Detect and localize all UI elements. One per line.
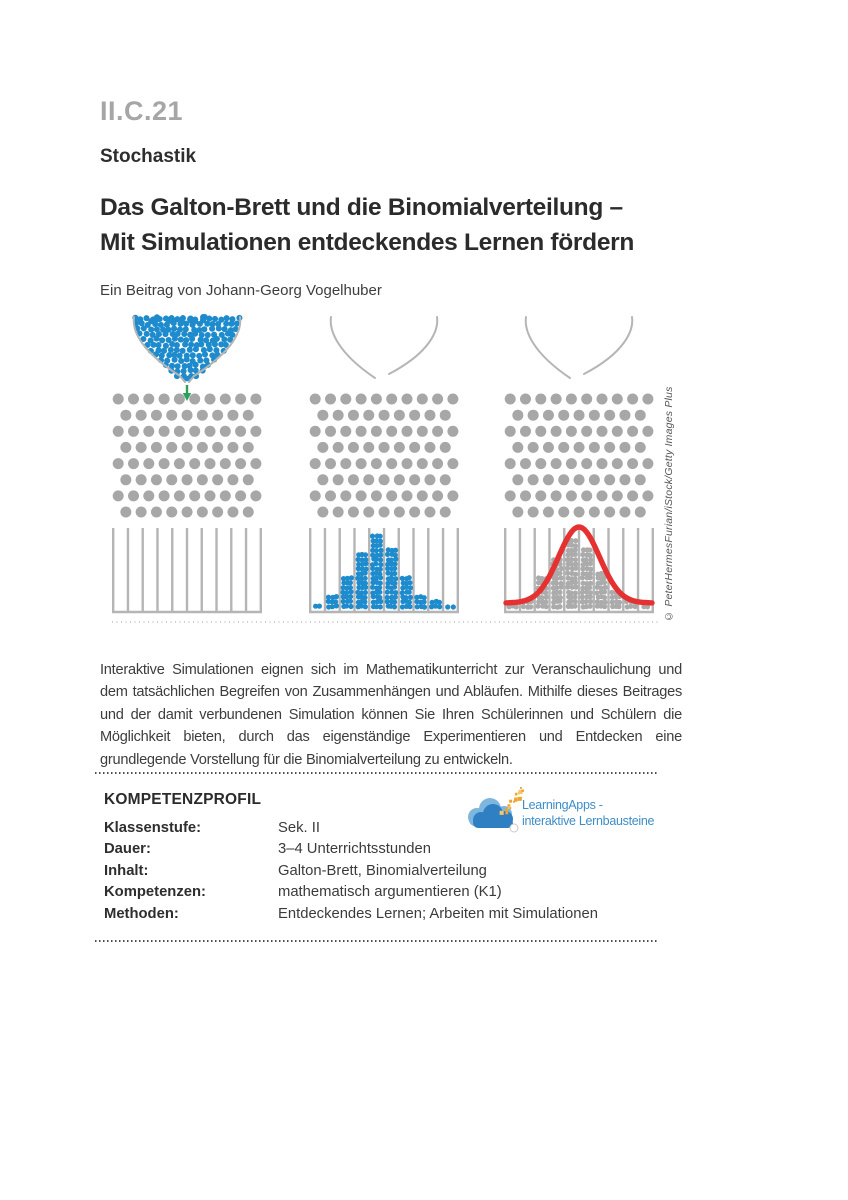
page-title xyxy=(100,190,700,260)
title-line-1: Das Galton-Brett und die Binomialverteilung – xyxy=(100,194,623,221)
row-value: mathematisch argumentieren (K1) xyxy=(278,884,502,901)
row-label: Kompetenzen: xyxy=(104,884,206,901)
dotted-separator-top xyxy=(95,772,658,774)
table-row xyxy=(104,904,664,925)
cloud-icon xyxy=(468,787,524,832)
competence-profile-heading: KOMPETENZPROFIL xyxy=(104,791,262,808)
intro-paragraph: Interaktive Simulationen eignen sich im Mathematikunterricht zur Veranschaulichung und dem tatsächlichen Begreifen von Zusammenhängen und Abläufen. Mithilfe dieses Beitrages und der damit verbundenen Simulation können Sie Ihren Schülerinnen und Schülern die Möglichkeit bieten, durch das eigenständige Experimentieren und Entdecken eine grundlegende Vorstellung für die Binomialverteilung zu entwickeln. xyxy=(100,661,682,768)
logo-text-line-1: LearningApps - xyxy=(522,798,603,812)
table-row xyxy=(104,839,664,860)
illustration-baseline-dots xyxy=(112,621,658,623)
learningapps-logo xyxy=(464,787,669,839)
galton-board-graphic xyxy=(112,315,262,615)
row-label: Klassenstufe: xyxy=(104,820,202,836)
dotted-separator-bottom xyxy=(95,940,658,942)
logo-text-line-2: interaktive Lernbausteine xyxy=(522,814,655,828)
unit-code: II.C.21 xyxy=(100,96,184,126)
galton-board-graphic xyxy=(309,315,459,615)
image-credit: © PeterHermesFurian/iStock/Getty Images Plus xyxy=(663,386,675,622)
galton-board-funnel-full xyxy=(112,315,262,615)
author-byline: Ein Beitrag von Johann-Georg Vogelhuber xyxy=(100,282,382,299)
row-value: Galton-Brett, Binomialverteilung xyxy=(278,862,487,879)
row-value: Sek. II xyxy=(278,820,320,836)
row-label: Methoden: xyxy=(104,905,179,922)
table-row xyxy=(104,861,664,882)
row-value: 3–4 Unterrichtsstunden xyxy=(278,841,431,858)
row-value: Entdeckendes Lernen; Arbeiten mit Simulationen xyxy=(278,905,598,922)
row-label: Inhalt: xyxy=(104,862,149,879)
subject-heading: Stochastik xyxy=(100,146,197,167)
cloud-dot xyxy=(510,824,518,832)
row-label: Dauer: xyxy=(104,841,151,858)
galton-board-graphic xyxy=(504,315,654,615)
galton-board-binomial-histogram xyxy=(309,315,459,615)
title-line-2: Mit Simulationen entdeckendes Lernen fördern xyxy=(100,229,635,256)
galton-board-bell-curve xyxy=(504,315,654,615)
table-row xyxy=(104,882,664,903)
